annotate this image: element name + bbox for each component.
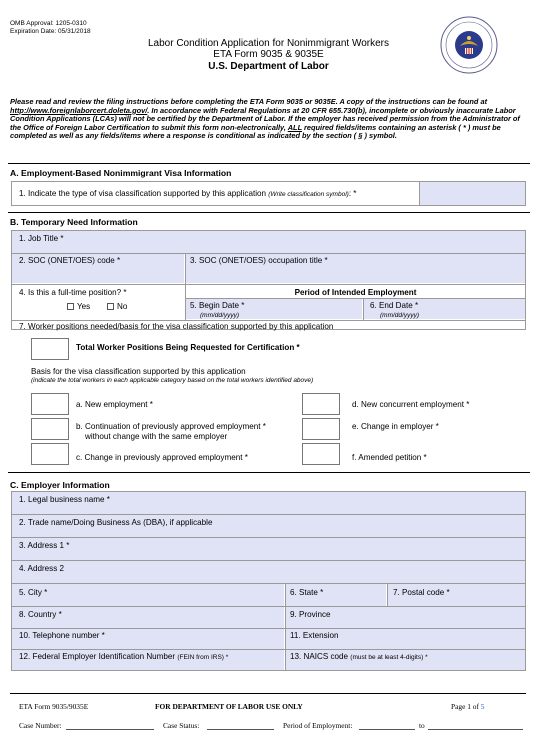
visa-classification-label: 1. Indicate the type of visa classification supported by this application (Write classification symbol): * xyxy=(19,189,357,198)
new-employment-input[interactable] xyxy=(31,393,69,415)
soc-code-label: 2. SOC (ONET/OES) code * xyxy=(19,256,121,265)
section-b-title: B. Temporary Need Information xyxy=(10,217,138,227)
concurrent-employment-input[interactable] xyxy=(302,393,340,415)
continuation-input[interactable] xyxy=(31,418,69,440)
period-start-field[interactable] xyxy=(359,729,415,730)
amended-petition-label: f. Amended petition * xyxy=(352,453,427,462)
address1-input[interactable] xyxy=(12,538,525,560)
divider xyxy=(185,253,186,284)
soc-title-label: 3. SOC (ONET/OES) occupation title * xyxy=(190,256,328,265)
fulltime-yes-checkbox[interactable] xyxy=(67,303,74,310)
city-label: 5. City * xyxy=(19,588,48,597)
instructions-text-3: required fields/items containing an asterisk ( * ) must be completed as well as any fields/items where a response is conditional as indicated by the section ( § ) symbol. xyxy=(10,122,501,141)
case-status-label: Case Status: xyxy=(163,721,200,730)
footer-form-number: ETA Form 9035/9035E xyxy=(19,702,89,711)
continuation-label-2: without change with the same employer xyxy=(85,432,228,441)
case-number-label: Case Number: xyxy=(19,721,62,730)
amended-petition-input[interactable] xyxy=(302,443,340,465)
concurrent-employment-label: d. New concurrent employment * xyxy=(352,400,470,409)
change-previous-input[interactable] xyxy=(31,443,69,465)
job-title-label: 1. Job Title * xyxy=(19,234,64,243)
footer-rule xyxy=(10,693,526,694)
section-a-title: A. Employment-Based Nonimmigrant Visa Information xyxy=(10,168,232,178)
continuation-label: b. Continuation of previously approved employment * xyxy=(76,422,266,431)
address2-label: 4. Address 2 xyxy=(19,564,64,573)
divider xyxy=(11,284,526,285)
fulltime-label: 4. Is this a full-time position? * xyxy=(19,288,127,297)
instructions-text-1: Please read and review the filing instructions before completing the ETA Form 9035 or 9035E. A copy of the instructions can be found at xyxy=(10,97,488,106)
period-to-label: to xyxy=(419,721,425,730)
postal-code-label: 7. Postal code * xyxy=(393,588,450,597)
extension-label: 11. Extension xyxy=(290,631,339,640)
instructions-link[interactable]: http://www.foreignlaborcert.doleta.gov/ xyxy=(10,105,148,115)
fein-label: 12. Federal Employer Identification Number (FEIN from IRS) * xyxy=(19,652,229,661)
address1-label: 3. Address 1 * xyxy=(19,541,70,550)
visa-classification-input[interactable] xyxy=(420,182,525,205)
naics-label: 13. NAICS code (must be at least 4-digits) * xyxy=(290,652,428,661)
omb-expiration: Expiration Date: 05/31/2018 xyxy=(10,27,91,35)
case-status-field[interactable] xyxy=(207,729,274,730)
change-previous-label: c. Change in previously approved employment * xyxy=(76,453,248,462)
period-end-field[interactable] xyxy=(428,729,523,730)
total-workers-label: Total Worker Positions Being Requested for Certification * xyxy=(76,343,300,352)
divider xyxy=(363,298,364,320)
section-a-rule xyxy=(8,163,530,164)
legal-name-label: 1. Legal business name * xyxy=(19,495,110,504)
province-label: 9. Province xyxy=(290,610,331,619)
fulltime-no-checkbox[interactable] xyxy=(107,303,114,310)
basis-hint: (indicate the total workers in each applicable category based on the total workers identified above) xyxy=(31,377,314,384)
dol-seal-icon xyxy=(440,16,498,74)
divider xyxy=(387,583,388,606)
basis-label: Basis for the visa classification supported by this application xyxy=(31,367,246,376)
fulltime-yes-label: Yes xyxy=(77,302,91,311)
period-heading: Period of Intended Employment xyxy=(294,288,417,297)
begin-date-hint: (mm/dd/yyyy) xyxy=(200,312,239,319)
fulltime-no-label: No xyxy=(117,302,128,311)
case-number-field[interactable] xyxy=(66,729,154,730)
omb-approval-block xyxy=(10,20,91,35)
footer-dol-only: FOR DEPARTMENT OF LABOR USE ONLY xyxy=(155,702,303,711)
footer-page-number: Page 1 of 5 xyxy=(451,702,485,711)
form-number: ETA Form 9035 & 9035E xyxy=(213,49,324,60)
section-c-title: C. Employer Information xyxy=(10,480,110,490)
country-label: 8. Country * xyxy=(19,610,62,619)
state-label: 6. State * xyxy=(290,588,324,597)
instructions-paragraph xyxy=(10,98,526,141)
telephone-label: 10. Telephone number * xyxy=(19,631,105,640)
section-b-rule xyxy=(8,212,530,213)
omb-approval: OMB Approval: 1205-0310 xyxy=(10,20,87,27)
new-employment-label: a. New employment * xyxy=(76,400,153,409)
agency-name: U.S. Department of Labor xyxy=(208,61,329,72)
city-input[interactable] xyxy=(12,584,284,606)
end-date-label: 6. End Date * xyxy=(370,301,419,310)
change-employer-label: e. Change in employer * xyxy=(352,422,439,431)
divider xyxy=(419,181,420,206)
address2-input[interactable] xyxy=(12,561,525,583)
period-employment-label: Period of Employment: xyxy=(283,721,353,730)
divider xyxy=(11,320,526,321)
section-c-rule xyxy=(8,472,530,473)
q7-label: 7. Worker positions needed/basis for the visa classification supported by this application xyxy=(19,322,334,331)
instructions-all: ALL xyxy=(287,122,302,132)
job-title-input[interactable] xyxy=(12,231,525,253)
end-date-hint: (mm/dd/yyyy) xyxy=(380,312,419,319)
dba-label: 2. Trade name/Doing Business As (DBA), if applicable xyxy=(19,518,213,527)
begin-date-label: 5. Begin Date * xyxy=(190,301,245,310)
total-workers-input[interactable] xyxy=(31,338,69,360)
instructions-text-2: . In accordance with Federal Regulations at 20 CFR 655.730(b), incomplete or obviously inaccurate Labor Condition Applications (LCAs) will not be certified by the Department of Labor. If the employer has received permission from the Administrator of the Office of Foreign Labor Certification to submit this form non-electronically, xyxy=(10,105,520,132)
change-employer-input[interactable] xyxy=(302,418,340,440)
form-title: Labor Condition Application for Nonimmigrant Workers xyxy=(147,38,390,49)
